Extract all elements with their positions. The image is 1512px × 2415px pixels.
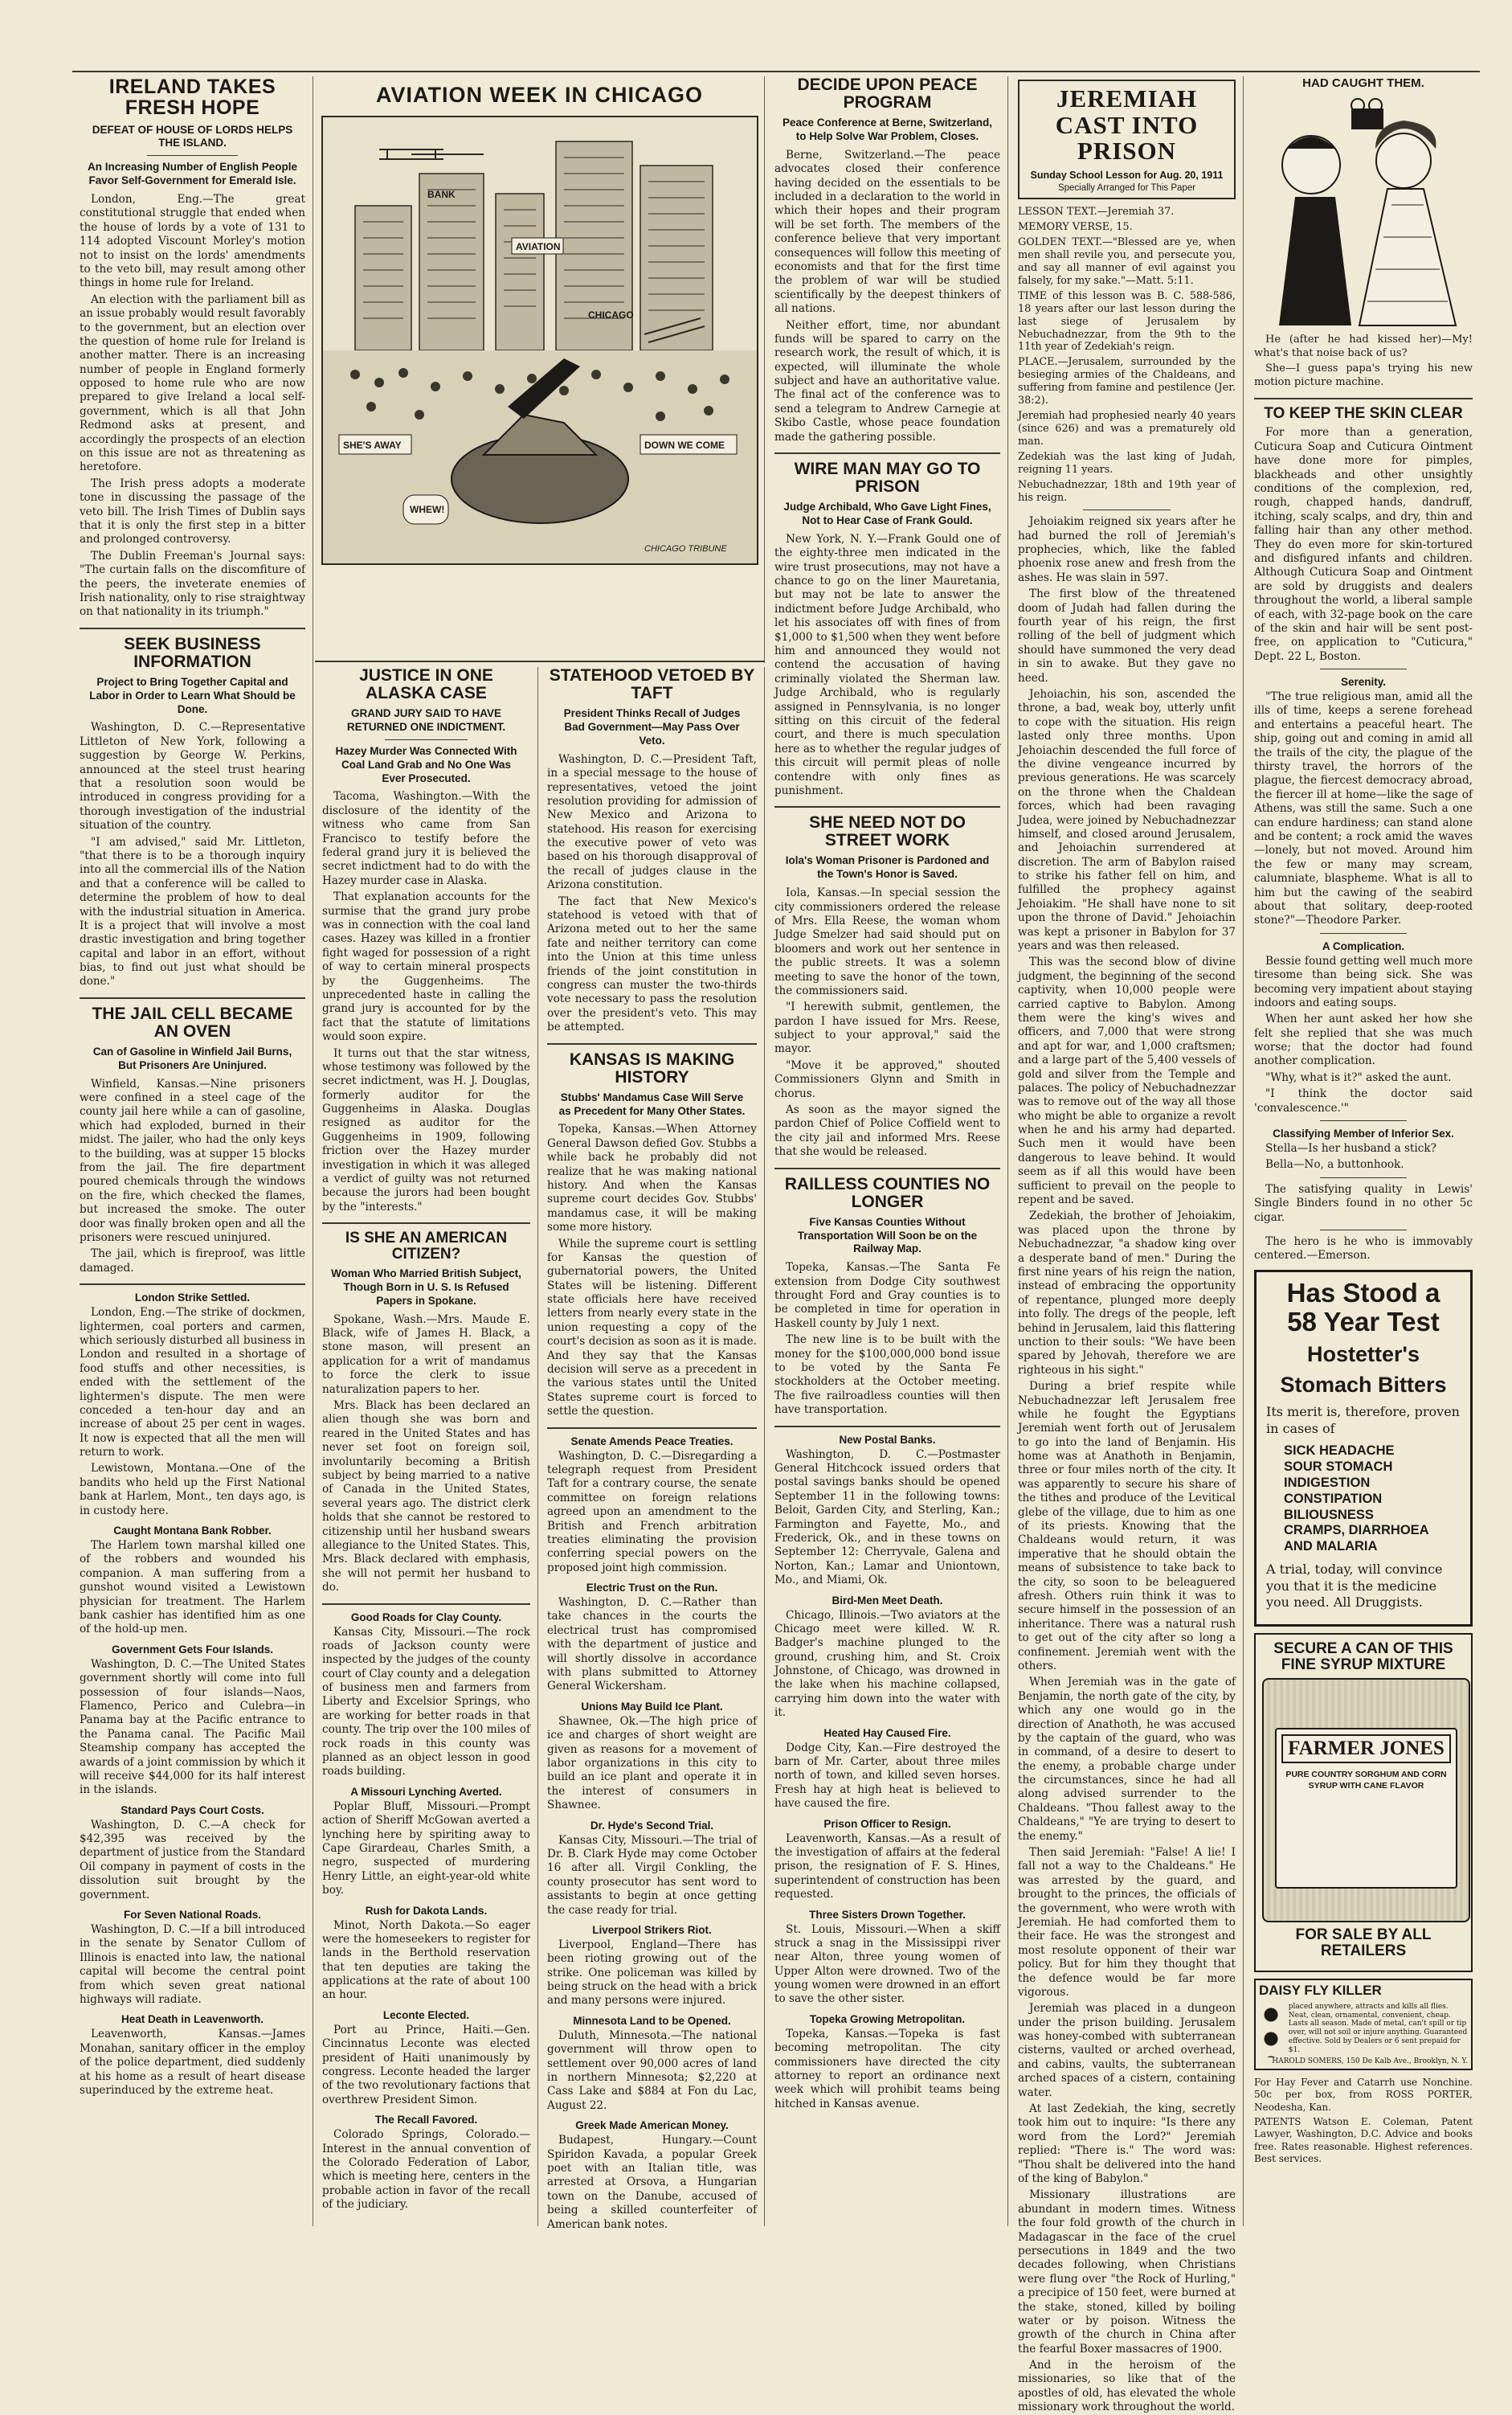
citizen-para: Spokane, Wash.—Mrs. Maude E. Black, wife of James H. Black, a stone mason, will present an application for a writ of mandamus to force the clerk to issue naturalization papers to her.: [322, 1312, 530, 1396]
lesson-meta: GOLDEN TEXT.—"Blessed are ye, when men shall revile you, and persecute you, and say all manner of evil against you falsely, for my sake."—Matt. 5:11.: [1018, 235, 1236, 287]
street-para: Iola, Kansas.—In special session the city commissioners ordered the release of Mrs. Ella Reese, the woman whom Judge Smelzer had said should put on bloomers and work out her sentence in the public streets. It was a solemn meeting to save the honor of the town, the commissioners said.: [774, 886, 1000, 997]
column-2a: [315, 667, 538, 2226]
jail-para: Winfield, Kansas.—Nine prisoners were confined in a steel cage of the county jail here while a can of gasoline, which had exploded, burned in their midst. The jailer, who had the only keys to the building, was at supper 15 blocks from the jail. The fire department poured chemicals through the windows on the fire, which checked the flames, but increased the smoke. The outer door was finally broken open and all the prisoners were rescued uninjured.: [80, 1077, 305, 1244]
complication-text: "I think the doctor said 'convalescence.'": [1254, 1087, 1473, 1115]
daisy-fly-killer-ad: [1254, 1979, 1473, 2070]
brief-text: Port au Prince, Haiti.—Gen. Cincinnatus Leconte was elected president of Haiti unanimously by congress. Leconte headed the larger of the two revolutionary factions that overthrew President Simon.: [322, 2023, 530, 2106]
ailment: AND MALARIA: [1284, 1539, 1378, 1554]
lesson-meta: Nebuchadnezzar, 18th and 19th year of his reign.: [1018, 479, 1236, 505]
cartoon-sign-whew: WHEW!: [409, 504, 444, 515]
brief-title: The Recall Favored.: [374, 2114, 478, 2126]
wireman-headline: WIRE MAN MAY GO TO PRISON: [794, 460, 981, 497]
brief-text: London, Eng.—The strike of dockmen, lightermen, coal porters and carmen, which seriously disturbed all business in London and resulted in a shortage of food stuffs and other necessities, is ended with the settlement of the lightermen's dispute. The men were conceded a ten-hour day and an increase of about 25 per cent in wages. It now is expected that all the men will return to work.: [80, 1306, 305, 1459]
complication-text: When her aunt asked her how she felt she replied that she was much worse; that the doctor had found another complication.: [1254, 1013, 1473, 1068]
lesson-para: This was the second blow of divine judgment, the beginning of the second captivity, when 10,000 people were carried captive to Babylon. Among them were the king's wives and officers, and 7,000 that were strong and apt for war, and 1,000 craftsmen; and a large part of the 5,400 vessels of gold and silver from the Temple and palaces. The policy of Nebuchadnezzar was to remove out of the way all those who might be able to organize a revolt when he and his army had departed. Such men it would have been dangerous to leave behind. It would seem as if all this would have been sufficient to prevail on the people to repent and be saved.: [1018, 956, 1236, 1207]
hostetter-ad: [1254, 1270, 1473, 1627]
skin-para: For more than a generation, Cuticura Soap and Cuticura Ointment have done more for pimples, blackheads and other unsightly conditions of the complexion, red, rough, chapped hands, dandruff, itching, scaly scalps, and dry, thin and falling hair than any other method. They do even more for skin-tortured and disfigured infants and children. Although Cuticura Soap and Ointment are sold by druggists and dealers throughout the world, a liberal sample of each, with 32-page book on the care of the skin and hair will be sent post-free, on application to "Cuticura," Dept. 22 L, Boston.: [1254, 426, 1473, 663]
jail-para: The jail, which is fireproof, was little damaged.: [80, 1247, 305, 1275]
seek-deck: Project to Bring Together Capital and Labor in Order to Learn What Should be Done.: [89, 675, 296, 715]
brief-text: Liverpool, England—There has been rioting growing out of the strike. One policeman was killed by being struck on the head with a brick and many persons were injured.: [547, 1938, 757, 2008]
lesson-title: JEREMIAH CAST INTO PRISON: [1055, 84, 1199, 166]
kansas-para: While the supreme court is settling for Kansas the question of gubernatorial powers, the United States will be listening. Different state officials here have received letters from nearly every state in the union requesting a copy of the court's decision as soon as it is made. And they say that the Kansas decision will serve as a precedent in the various states until the United States supreme court is forced to settle the question.: [547, 1237, 757, 1418]
cartoon-sign-aviation: AVIATION: [515, 241, 561, 252]
hero-quote: The hero is he who is immovably centered.—Emerson.: [1254, 1234, 1473, 1263]
brief-title: Good Roads for Clay County.: [350, 1611, 502, 1623]
serenity-title: Serenity.: [1340, 676, 1387, 689]
brief-title: London Strike Settled.: [134, 1291, 251, 1304]
syrup-can-illustration: [1262, 1678, 1470, 1922]
brief-text: Budapest, Hungary.—Count Spiridon Kavada, a popular Greek poet with an Italian title, was arrested at Orsova, a Hungarian town on the Danube, accused of being a skilled counterfeiter of American bank notes.: [547, 2134, 757, 2231]
brief-title: Senate Amends Peace Treaties.: [570, 1435, 734, 1447]
brief-text: Topeka, Kansas.—Topeka is fast becoming metropolitan. The city commissioners have directed the city attorney to report an ordinance next week which will prohibit teams being hitched in Kansas avenue.: [774, 2027, 1000, 2110]
brief-title: Standard Pays Court Costs.: [121, 1803, 264, 1816]
lesson-para: When Jeremiah was in the gate of Benjamin, the north gate of the city, by which any one would go in the direction of Anathoth, he was accused by the captain of the guard, who was in command, of a desire to desert to the enemy, a probable charge under the circumstances, since he had all along advised surrender to the Chaldeans. "Thou fallest away to the Chaldeans," "Ye are trying to desert to the enemy.": [1018, 1676, 1236, 1843]
lesson-meta: TIME of this lesson was B. C. 588-586, 18 years after our last lesson during the last siege of Jerusalem by Nebuchadnezzar, from the 9th to the 11th year of Zedekiah's reign.: [1018, 289, 1236, 354]
ailment: INDIGESTION: [1284, 1475, 1371, 1490]
cartoon-sign-bank: BANK: [427, 189, 456, 200]
serenity-text: "The true religious man, amid all the ills of time, keeps a serene forehead and entertains a peaceful heart. The ship, going out and coming in amid all the trails of the city, the plague of the thirsty travel, the horrors of the plague, the fiercest democracy abroad, the fiercer ill at home—like the sage of Athens, was still the same. Such a one can endure hardiness; can stand alone and be content; a rock amid the waves—lonely, but not moved. Around him the few or many may scream, calumniate, blaspheme. What is all to him but the cawing of the seabird about that solitary, deep-rooted stone?"—Theodore Parker.: [1254, 690, 1473, 927]
peace-deck: Peace Conference at Berne, Switzerland, to Help Solve War Problem, Closes.: [782, 117, 993, 142]
ireland-para: An election with the parliament bill as an issue probably would result favorably to the government, but an election over the question of home rule for Ireland is another matter. There is an increasing number of people in England formerly opposed to home rule who are now prepared to give Ireland a local self-government, which is all that John Redmond asks at present, and accordingly the prospects of an election on this issue are not as threatening as heretofore.: [80, 293, 305, 474]
cartoon-illustration: [323, 117, 757, 563]
statehood-headline: STATEHOOD VETOED BY TAFT: [549, 666, 755, 703]
patents-ad: PATENTS Watson E. Coleman, Patent Lawyer, Washington, D.C. Advice and books free. Rates reasonable. Highest references. Best services.: [1254, 2115, 1473, 2165]
cartoon-credit: CHICAGO TRIBUNE: [644, 544, 727, 554]
comic-reply: She—I guess papa's trying his new motion picture machine.: [1254, 362, 1473, 388]
brief-text: Dodge City, Kan.—Fire destroyed the barn of Mr. Carter, about three miles north of town, and killed seven horses. Fresh hay at high heat is believed to have caused the fire.: [774, 1741, 1000, 1811]
brief-title: Three Sisters Drown Together.: [809, 1908, 966, 1921]
hostetter-intro: Its merit is, therefore, proven in cases of: [1266, 1403, 1460, 1436]
lesson-para: Jehoiachin, his son, ascended the throne, a bad, weak boy, utterly unfit to cope with the situation. His reign lasted only three months. Upon Jehoiachin descended the full force of the divine vengeance incurred by previous generations. He was scarcely on the throne when the Chaldean forces, which had been ravaging Judea, were joined by Nebuchadnezzar himself, and closed around Jerusalem, and Jehoiachin surrendered at discretion. The arm of Babylon raised to strike his father fell on him, and fulfilled the prophecy against Jehoiakim. "He shall have none to sit upon the throne of David." Jehoiachin was kept a prisoner in Babylon for 37 years and was then released.: [1018, 687, 1236, 953]
brief-text: Shawnee, Ok.—The high price of ice and charges of short weight are given as reasons for a movement of labor organizations in this city to build an ice plant and operate it in the interest of consumers in Shawnee.: [547, 1714, 757, 1812]
brief-text: The Harlem town marshal killed one of the robbers and wounded his companion. A man suffering from a gunshot wound visited a Lewistown physician for treatment. The Harlem bank cashier has identified him as one of the hold-up men.: [80, 1539, 305, 1636]
seek-para: "I am advised," said Mr. Littleton, "that there is to be a thorough inquiry into all the commercial ills of the Nation and that a conference will be called to determine the problem of how to deal with the industrial situation in America. It is a project that will involve a most drastic investigation and bring together capital and labor in an effort, without bias, to find out just what should be done.": [80, 835, 305, 989]
syrup-brand: FARMER JONES: [1281, 1734, 1451, 1763]
seek-para: Washington, D. C.—Representative Littleton of New York, following a suggestion by George W. Perkins, announced at the steel trust hearing that a resolution soon would be introduced in congress providing for a thorough investigation of the industrial situation of the country.: [80, 721, 305, 833]
ireland-deck-1: DEFEAT OF HOUSE OF LORDS HELPS THE ISLAND.: [92, 123, 293, 149]
brief-title: Prison Officer to Resign.: [823, 1817, 951, 1830]
brief-text: Kansas City, Missouri.—The trial of Dr. B. Clark Hyde may come October 16 after all. Virgil Conkling, the county prosecutor has sent word to assistants to begin at once getting the case ready for trial.: [547, 1833, 757, 1917]
ailment: BILIOUSNESS: [1284, 1507, 1374, 1522]
daisy-maker: HAROLD SOMERS, 150 De Kalb Ave., Brooklyn, N. Y.: [1272, 2057, 1468, 2065]
street-deck: Iola's Woman Prisoner is Pardoned and the Town's Honor is Saved.: [785, 854, 990, 881]
ireland-para: The Irish press adopts a moderate tone in discussing the passage of the veto bill. The Irish Times of Dublin says that it is only the first step in a bitter and prolonged controversy.: [80, 477, 305, 546]
lesson-subtitle: Sunday School Lesson for Aug. 20, 1911: [1030, 169, 1224, 181]
brief-title: Heat Death in Leavenworth.: [121, 2013, 264, 2026]
syrup-dealers: FOR SALE BY ALL RETAILERS: [1295, 1926, 1432, 1960]
lesson-para: Zedekiah, the brother of Jehoiakim, was placed upon the throne by Nebuchadnezzar, "a shadow king over a desperate band of men." During the first nine years of his reign the nation, instead of embracing the opportunity of repentance, plunged more deeply into folly. The dregs of the people, left behind in Jerusalem, laid this flattering unction to their souls: "We have been spared by Jehovah, therefore we are righteous in his sight.": [1018, 1210, 1236, 1377]
masthead-rule: [72, 71, 1480, 72]
street-para: "Move it be approved," shouted Commissioners Glynn and Smith in chorus.: [774, 1058, 1000, 1100]
alaska-headline: JUSTICE IN ONE ALASKA CASE: [359, 666, 493, 703]
brief-text: Washington, D. C.—If a bill introduced in the senate by Senator Cullom of Illinois is enacted into law, the national capital will become the central point from which seven great national highways will radiate.: [80, 1923, 305, 2006]
lesson-para: And in the heroism of the missionaries, so like that of the apostles of old, has elevated the whole missionary work throughout the world.: [1018, 2359, 1236, 2414]
brief-title: Dr. Hyde's Second Trial.: [590, 1819, 714, 1832]
alaska-para: That explanation accounts for the surmise that the grand jury probe was in connection with the coal land cases. Hazey was killed in a frontier fight waged for possession of a right of way to certain mineral prospects by the Guggenheims. The unprecedented haste in calling the grand jury is accounted for by the fact that the statute of limitations would soon expire.: [322, 890, 530, 1044]
lesson-meta: MEMORY VERSE, 15.: [1018, 220, 1133, 233]
brief-text: Washington, D. C.—A check for $42,395 was received by the department of justice from the Standard Oil company in payment of costs in the dissolution suit brought by the government.: [80, 1818, 305, 1901]
cartoon-title: AVIATION WEEK IN CHICAGO: [376, 83, 703, 107]
alaska-para: It turns out that the star witness, whose testimony was followed by the secret indictment, was H. J. Douglas, formerly auditor for the Guggenheims in Alaska. Douglas resigned as auditor for the Guggenheims in 1909, following friction over the Hazey murder investigation in which it was alleged a verdict of guilty was not returned because the jurors had been bought by the "interests.": [322, 1046, 530, 1214]
kansas-deck: Stubbs' Mandamus Case Will Serve as Precedent for Many Other States.: [558, 1091, 746, 1117]
brief-text: Minot, North Dakota.—So eager were the homeseekers to register for lands in the Berthold reservation that ten deputies are taking the applications at the rate of about 100 an hour.: [322, 1918, 530, 2002]
hostetter-brand1: Hostetter's: [1307, 1342, 1420, 1367]
alaska-para: Tacoma, Washington.—With the disclosure of the identity of the witness who came from San Francisco to testify before the federal grand jury it is believed the secret indictment had to do with the Hazey murder case in Alaska.: [322, 790, 530, 887]
brief-text: Leavenworth, Kansas.—James Monahan, sanitary officer in the employ of the police department, died suddenly at his home as a result of heart disease superinduced by the extreme heat.: [80, 2028, 305, 2097]
sunday-school-lesson-box: [1018, 80, 1236, 199]
classify-title: Classifying Member of Inferior Sex.: [1273, 1128, 1454, 1140]
lesson-meta: PLACE.—Jerusalem, surrounded by the besieging armies of the Chaldeans, and suffering from famine and pestilence (Jer. 38:2).: [1018, 356, 1236, 407]
citizen-headline: IS SHE AN AMERICAN CITIZEN?: [345, 1230, 508, 1263]
brief-text: Leavenworth, Kansas.—As a result of the investigation of affairs at the federal prison, the resignation of F. S. Hines, superintendent of construction has been requested.: [774, 1832, 1000, 1901]
brief-title: For Seven National Roads.: [123, 1909, 262, 1922]
lesson-para: The first blow of the threatened doom of Judah had fallen during the fourth year of his reign, the first rolling of the bell of judgment which should have summoned the very dead in sin to awake. But they gave no heed.: [1018, 587, 1236, 685]
binders-ad: The satisfying quality in Lewis' Single Binders found in no other 5c cigar.: [1254, 1182, 1473, 1224]
comic-caption: He (after he had kissed her)—My! what's that noise back of us?: [1254, 334, 1473, 359]
brief-text: St. Louis, Missouri.—When a skiff struck a snag in the Mississippi river near Alton, three young women of Upper Alton were drowned. Two of the young women were drowned in an effort to save the other sister.: [774, 1922, 1000, 2006]
jail-headline: THE JAIL CELL BECAME AN OVEN: [92, 1004, 293, 1041]
hostetter-outro: A trial, today, will convince you that it is the medicine you need. All Druggists.: [1266, 1561, 1443, 1611]
statehood-para: Washington, D. C.—President Taft, in a special message to the house of representatives, vetoed the joint resolution providing for admission of New Mexico and Arizona to statehood. His reason for exercising the executive power of veto was based on his thorough disapproval of the recall of judges clause in the Arizona constitution.: [547, 752, 757, 892]
peace-para: Berne, Switzerland.—The peace advocates closed their conference having decided on the essentials to be included in a declaration to the world in which their hopes and their program will be set forth. The members of the conference believe that very important consequences will follow this meeting of economists and that for the first time the problem of war will be studied scientifically by the deepest thinkers of all nations.: [774, 148, 1000, 316]
classify-text: Stella—Is her husband a stick?: [1265, 1142, 1436, 1156]
ireland-headline: IRELAND TAKES FRESH HOPE: [108, 76, 276, 120]
complication-title: A Complication.: [1322, 939, 1405, 952]
hostetter-line1: Has Stood a: [1286, 1277, 1440, 1308]
peace-headline: DECIDE UPON PEACE PROGRAM: [797, 76, 978, 113]
railless-deck: Five Kansas Counties Without Transportation Will Soon be on the Railway Map.: [797, 1215, 978, 1255]
classify-text: Bella—No, a buttonhook.: [1265, 1158, 1404, 1172]
column-5: [1011, 76, 1244, 2414]
wireman-para: New York, N. Y.—Frank Gould one of the eighty-three men indicated in the wire trust prosecutions, may not have a chance to go on the liner Mauretania, but may not be late to answer the indictment before Judge Archibald, who let his associates off with fines of from $1,000 to $1,500 when they went before him and announced they would not contend the accusation of having criminally violated the Sherman law. Judge Archibald, who is regularly assigned in Pennsylvania, is no longer sitting on this circuit of the federal court, and there is much speculation here as to whether the regular judges of this circuit will permit pleas of nolle contendre with only fines as punishment.: [774, 532, 1000, 797]
brief-text: Lewistown, Montana.—One of the bandits who held up the First National bank at Harlem, Mont., ten days ago, is in custody here.: [80, 1462, 305, 1517]
wireman-deck: Judge Archibald, Who Gave Light Fines, Not to Hear Case of Frank Gould.: [783, 501, 991, 527]
railless-para: The new line is to be built with the money for the $100,000,000 bond issue to be voted by the Santa Fe stockholders at the October meeting. The five railroadless counties will then have transportation.: [774, 1333, 1000, 1417]
statehood-para: The fact that New Mexico's statehood is vetoed with that of Arizona meted out to her the same fate and neither territory can come into the Union at this time unless friends of the joint constitution in congress can muster the two-thirds vote necessary to pass the resolution over the president's veto. This may be attempted.: [547, 894, 757, 1034]
lesson-para: During a brief respite while Nebuchadnezzar left Jerusalem free while he fought the Egyptians Jeremiah went forth out of Jerusalem to go into the land of Benjamin. His home was at Anathoth in Benjamin, three or four miles north of the city. It was apparently to secure his share of the tithes and produce of the Levitical glebe of the village, due to him as one of its priests. Knowing that the Chaldeans would return, it was imperative that he should obtain the means of subsistence to take back to the city, so soon to be beleaguered afresh. Others ruin think it was to secure himself in the possession of an inheritance. There was a natural rush to get out of the city after so long a confinement. Jeremiah went with the others.: [1018, 1380, 1236, 1672]
hostetter-brand2: Stomach Bitters: [1280, 1373, 1447, 1398]
alaska-deck-1: GRAND JURY SAID TO HAVE RETURNED ONE INDICTMENT.: [346, 707, 506, 733]
brief-title: Bird-Men Meet Death.: [832, 1594, 943, 1607]
aviation-cartoon: [321, 116, 758, 565]
jail-deck: Can of Gasoline in Winfield Jail Burns, But Prisoners Are Uninjured.: [92, 1045, 292, 1071]
brief-title: Leconte Elected.: [382, 2008, 470, 2021]
brief-text: Duluth, Minnesota.—The national government will throw open to settlement over 90,000 acres of land in northern Minnesota; $2,220 at Cass Lake and $884 at Fon du Lac, August 22.: [547, 2028, 757, 2112]
brief-text: Washington, D. C.—Disregarding a telegraph request from President Taft for a contrary course, the senate committee on foreign relations agreed upon an amendment to the British and French arbitration treaties eliminating the provision conferring special powers on the proposed joint high commission.: [547, 1449, 757, 1574]
street-para: As soon as the mayor signed the pardon Chief of Police Coffield went to the city jail and informed Mrs. Reese that she would be released.: [774, 1103, 1000, 1159]
ireland-para: The Dublin Freeman's Journal says: "The curtain falls on the discomfiture of the peers, the inveterate enemies of Irish nationality, only to rise straightway on that nationality in its triumph.": [80, 549, 305, 619]
brief-text: Washington, D. C.—Rather than take chances in the courts the electrical trust has compromised with the department of justice and will shortly dissolve in accordance with plans submitted to Attorney General Wickersham.: [547, 1596, 757, 1693]
ireland-deck-2: An Increasing Number of English People Favor Self-Government for Emerald Isle.: [87, 161, 298, 187]
railless-headline: RAILLESS COUNTIES NO LONGER: [784, 1174, 991, 1211]
lesson-para: Jehoiakim reigned six years after he had burned the roll of Jeremiah's prophecies, which, like the fabled phoenix rose anew and fresh from the ashes. He was slain in 597.: [1018, 515, 1236, 584]
cartoon-sign-down: DOWN WE COME: [644, 440, 725, 451]
lesson-meta: LESSON TEXT.—Jeremiah 37.: [1018, 205, 1175, 218]
syrup-label: PURE COUNTRY SORGHUM AND CORN SYRUP WITH CANE FLAVOR: [1285, 1770, 1447, 1791]
brief-title: Greek Made American Money.: [575, 2119, 729, 2132]
hayfever-ad: For Hay Fever and Catarrh use Nonchine. 50c per box, from ROSS PORTER, Neodesha, Kan.: [1254, 2076, 1473, 2113]
alaska-deck-2: Hazey Murder Was Connected With Coal Land Grab and No One Was Ever Prosecuted.: [335, 744, 517, 784]
lesson-meta: Zedekiah was the last king of Judah, reigning 11 years.: [1018, 451, 1236, 477]
lesson-meta: Jeremiah had prophesied nearly 40 years (since 626) and was a prematurely old man.: [1018, 410, 1236, 448]
brief-title: Minnesota Land to be Opened.: [573, 2014, 731, 2027]
lesson-para: Then said Jeremiah: "False! A lie! I fall not a way to the Chaldeans." He was arrested by the guard, and brought to the princes, the officials of the government, who were wroth with Jeremiah. He had comforted them to their face. He was the strongest and most resolute opponent of their war policy. But for him they thought that the defence would be far more vigorous.: [1018, 1846, 1236, 1999]
railless-para: Topeka, Kansas.—The Santa Fe extension from Dodge City southwest throught Ford and Gray counties is to be completed in time for operation in Haskell county by July 1 next.: [774, 1261, 1000, 1330]
street-para: "I herewith submit, gentlemen, the pardon I have issued for Mrs. Reese, subject to your approval," said the mayor.: [774, 1001, 1000, 1056]
citizen-deck: Woman Who Married British Subject, Though Born in U. S. Is Refused Papers in Spokane.: [331, 1267, 521, 1307]
brief-title: Electric Trust on the Run.: [586, 1582, 718, 1594]
ailment: CRAMPS, DIARRHOEA: [1284, 1523, 1429, 1538]
syrup-ad: [1254, 1633, 1473, 1972]
brief-text: Washington, D. C.—The United States government shortly will come into full possession of four islands—Naos, Flamenco, Perico and Culebra—in Panama bay at the Pacific entrance to the Panama canal. The Pacific Mail Steamship company has accepted the awards of a joint commission by which it will receive $44,000 for its half interest in the islands.: [80, 1657, 306, 1797]
brief-title: Heated Hay Caused Fire.: [823, 1726, 951, 1739]
column-4: [767, 76, 1008, 2226]
kansas-headline: KANSAS IS MAKING HISTORY: [569, 1050, 735, 1087]
complication-text: Bessie found getting well much more tiresome than being sick. She was becoming very impatient about staying indoors and eating soups.: [1254, 954, 1473, 1009]
brief-title: Government Gets Four Islands.: [111, 1643, 274, 1656]
cartoon-sign-chicago: CHICAGO: [587, 309, 634, 321]
ailment: CONSTIPATION: [1284, 1491, 1383, 1506]
daisy-text: placed anywhere, attracts and kills all flies. Neat, clean, ornamental, convenient, cheap. Lasts all season. Made of metal, can't spill or tip over, will not soil or injure anything. Guaranteed effective. Sold by Dealers or 6 sent prepaid for $1.: [1288, 2002, 1468, 2054]
cartoon-sign-away: SHE'S AWAY: [342, 440, 402, 451]
statehood-deck: President Thinks Recall of Judges Bad Government—May Pass Over Veto.: [563, 707, 741, 747]
daisy-flowers-icon: [1259, 2003, 1284, 2057]
skin-headline: TO KEEP THE SKIN CLEAR: [1264, 404, 1463, 422]
syrup-headline-2: FINE SYRUP MIXTURE: [1281, 1656, 1446, 1674]
brief-title: Caught Montana Bank Robber.: [113, 1525, 272, 1537]
brief-text: Poplar Bluff, Missouri.—Prompt action of Sheriff McGowan averted a lynching here by spiriting away to Cape Girardeau, Charles Smith, a negro, suspected of murdering Henry Little, an eight-year-old white boy.: [322, 1799, 530, 1897]
comic-title: HAD CAUGHT THEM.: [1302, 76, 1424, 90]
brief-text: Kansas City, Missouri.—The rock roads of Jackson county were inspected by the judges of the county court of Clay county and a delegation of business men and farmers from Liberty and Excelsior Springs, who are working for better roads in that county. The trip over the 100 miles of rock roads in this county was planned as an object lesson in good roads building.: [322, 1625, 530, 1779]
complication-text: "Why, what is it?" asked the aunt.: [1265, 1070, 1452, 1084]
kansas-para: Topeka, Kansas.—When Attorney General Dawson defied Gov. Stubbs a while back he probably did not realize that he was making national history. And when the Kansas supreme court decides Gov. Stubbs' mandamus case, it will be making some more history.: [547, 1123, 757, 1234]
brief-title: Liverpool Strikers Riot.: [592, 1923, 712, 1936]
lesson-arranged: Specially Arranged for This Paper: [1057, 182, 1196, 193]
ailment: SICK HEADACHE: [1284, 1443, 1395, 1459]
lesson-para: At last Zedekiah, the king, secretly took him out to inquire: "Is there any word from the Lord?" Jeremiah replied: "There is." The word was: "Thou shalt be delivered into the hand of the king of Babylon.": [1018, 2102, 1236, 2185]
daisy-title: DAISY FLY KILLER: [1259, 1983, 1382, 1999]
brief-title: Unions May Build Ice Plant.: [581, 1700, 723, 1713]
brief-title: New Postal Banks.: [839, 1433, 936, 1446]
brief-title: A Missouri Lynching Averted.: [350, 1785, 502, 1798]
column-6: [1247, 76, 1480, 2226]
brief-title: Rush for Dakota Lands.: [365, 1904, 488, 1917]
column-2b: [540, 666, 765, 2231]
syrup-headline-1: SECURE A CAN OF THIS: [1273, 1640, 1453, 1658]
brief-text: Chicago, Illinois.—Two aviators at the Chicago meet were killed. W. R. Badger's machine plunged to the ground, crushing him, and St. Croix Johnstone, of Chicago, was drowned in the lake when his machine collapsed, carrying him down into the water with it.: [774, 1608, 1000, 1720]
brief-text: Colorado Springs, Colorado.—Interest in the annual convention of the Colorado Federation of Labor, which is meeting here, centers in the probable action in favor of the recall of the judiciary.: [322, 2128, 530, 2212]
hostetter-line2: 58 Year Test: [1287, 1307, 1440, 1337]
lesson-para: Jeremiah was placed in a dungeon under the prison building. Jerusalem was honey-combed with subterranean cisterns, vaulted or arched overhead, and cabins, vaults, the subterranean arched spaces of a cistern, containing water.: [1018, 2002, 1236, 2099]
street-headline: SHE NEED NOT DO STREET WORK: [809, 813, 966, 850]
brief-text: Washington, D. C.—Postmaster General Hitchcock issued orders that postal savings banks should be opened September 11 in the following towns: Beloit, Garden City, and Sterling, Kan.; Farmington and Fayette, Mo., and Frederick, Ok., and in these towns on September 12: Cherryvale, Galena and Norton, Kan.; Lamar and Uniontown, Mo., and Miami, Ok.: [774, 1447, 1000, 1587]
ailment: SOUR STOMACH: [1284, 1459, 1393, 1475]
column-1: [72, 76, 313, 2226]
peace-para: Neither effort, time, nor abundant funds will be spared to carry on the research work, the result of which, it is expected, will illuminate the whole subject and have an authoritative value. The final act of the conference was to send a telegram to Andrew Carnegie at Skibo Castle, whose peace foundation made the gathering possible.: [774, 318, 1000, 444]
citizen-para: Mrs. Black has been declared an alien though she was born and reared in the United States and has never set foot on foreign soil, involuntarily becoming a British subject by being married to a native of Canada in the United States, several years ago. The district clerk holds that she cannot be restored to citizenship until her husband swears allegiance to the United States. This, Mrs. Black declared with emphasis, she will not permit her husband to do.: [322, 1399, 530, 1594]
brief-title: Topeka Growing Metropolitan.: [809, 2012, 966, 2025]
lesson-para: Missionary illustrations are abundant in modern times. Witness the four fold growth of the church in Madagascar in the face of the cruel persecutions in 1849 and the two decades following, when Christians were flung over "the Rock of Hurling," a precipice of 150 feet, were burned at the stake, stoned, killed by boiling water or by poison. Witness the growth of the church in China after the fearful Boxer massacres of 1900.: [1018, 2188, 1236, 2356]
comic-illustration: [1255, 92, 1472, 334]
seek-headline: SEEK BUSINESS INFORMATION: [124, 634, 261, 671]
cartoon-area: [315, 76, 765, 663]
ireland-para: London, Eng.—The great constitutional struggle that ended when the house of lords by a vote of 131 to 114 adopted Viscount Morley's motion not to insist on the lords' amendments to the veto bill, may result among other things in home rule for Ireland.: [80, 193, 305, 290]
